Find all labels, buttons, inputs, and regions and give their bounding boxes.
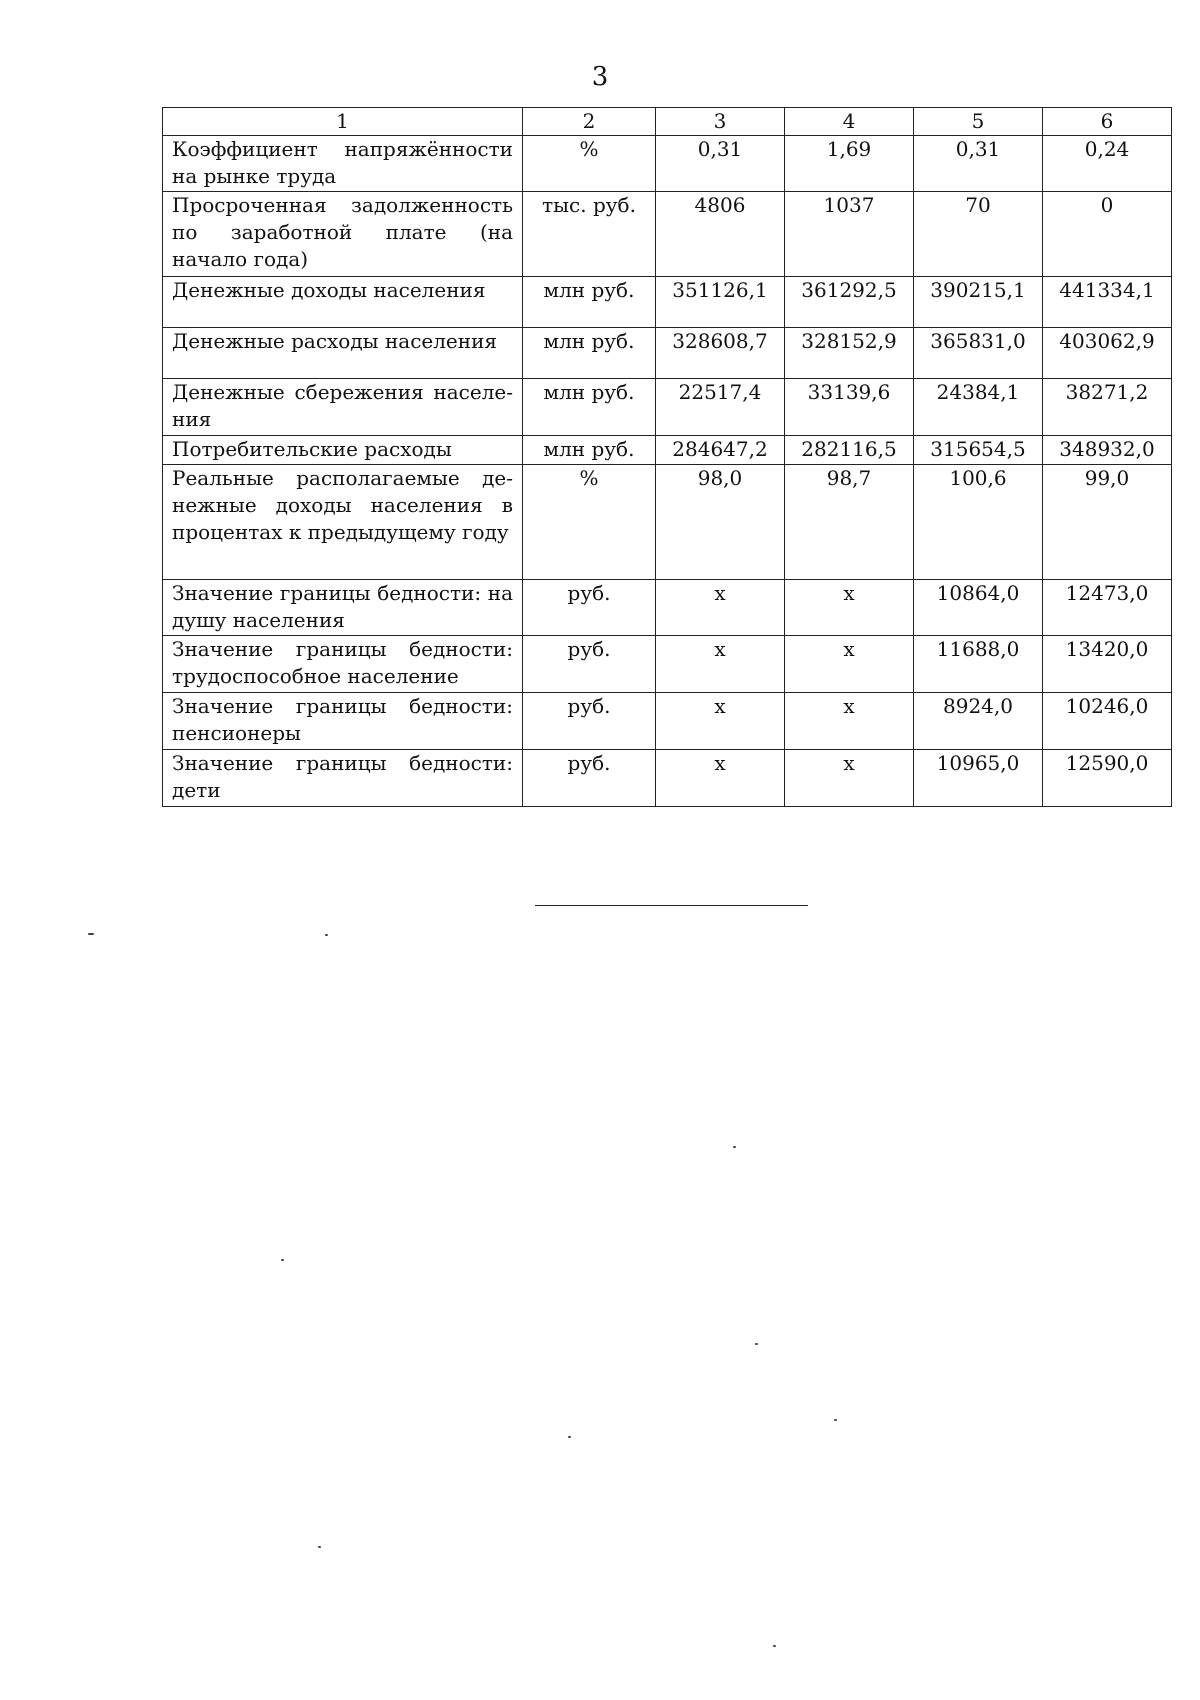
cell-value: 22517,4 [656, 379, 785, 436]
cell-value: 33139,6 [785, 379, 914, 436]
cell-value: 12473,0 [1043, 580, 1172, 636]
cell-value: 8924,0 [914, 693, 1043, 750]
row-label: Значение границы бедности: пенсионеры [163, 693, 523, 750]
cell-value: 13420,0 [1043, 636, 1172, 693]
cell-value: 100,6 [914, 465, 1043, 580]
cell-value: 99,0 [1043, 465, 1172, 580]
cell-value: х [656, 580, 785, 636]
scan-speck [568, 1436, 571, 1438]
row-unit: млн руб. [523, 277, 656, 328]
row-label: Коэффициент напряжённости на рынке труда [163, 136, 523, 192]
table-row [163, 436, 1172, 465]
cell-value: 361292,5 [785, 277, 914, 328]
section-divider [535, 905, 808, 906]
row-unit: руб. [523, 636, 656, 693]
row-unit: млн руб. [523, 328, 656, 379]
cell-value: 0,24 [1043, 136, 1172, 192]
row-label: Денежные доходы населения [163, 277, 523, 328]
cell-value: 0,31 [914, 136, 1043, 192]
table-row [163, 192, 1172, 277]
cell-value: 284647,2 [656, 436, 785, 465]
table-row [163, 465, 1172, 580]
column-header: 1 [163, 108, 523, 136]
cell-value: 365831,0 [914, 328, 1043, 379]
cell-value: 38271,2 [1043, 379, 1172, 436]
row-unit: % [523, 136, 656, 192]
scan-speck [318, 1546, 321, 1548]
row-unit: тыс. руб. [523, 192, 656, 277]
row-unit: % [523, 465, 656, 580]
cell-value: 390215,1 [914, 277, 1043, 328]
table-row [163, 636, 1172, 693]
column-header: 3 [656, 108, 785, 136]
column-header: 6 [1043, 108, 1172, 136]
cell-value: 403062,9 [1043, 328, 1172, 379]
row-label: Денежные расходы населения [163, 328, 523, 379]
table-row [163, 750, 1172, 807]
cell-value: 441334,1 [1043, 277, 1172, 328]
column-header: 4 [785, 108, 914, 136]
cell-value: 10864,0 [914, 580, 1043, 636]
table-row [163, 328, 1172, 379]
cell-value: 4806 [656, 192, 785, 277]
row-label: Просроченная задолженность по заработной плате (на начало года) [163, 192, 523, 277]
cell-value: х [785, 750, 914, 807]
row-unit: млн руб. [523, 436, 656, 465]
cell-value: 0,31 [656, 136, 785, 192]
cell-value: 1037 [785, 192, 914, 277]
cell-value: 348932,0 [1043, 436, 1172, 465]
page-number: 3 [591, 62, 609, 92]
row-label: Значение границы бедности: трудоспособное население [163, 636, 523, 693]
cell-value: х [656, 636, 785, 693]
row-label: Потребительские расходы [163, 436, 523, 465]
table-row [163, 136, 1172, 192]
table-row [163, 379, 1172, 436]
row-label: Денежные сбережения населе-ния [163, 379, 523, 436]
scan-speck [88, 933, 94, 935]
cell-value: х [656, 693, 785, 750]
cell-value: 0 [1043, 192, 1172, 277]
cell-value: 1,69 [785, 136, 914, 192]
column-header: 2 [523, 108, 656, 136]
cell-value: 282116,5 [785, 436, 914, 465]
row-label: Значение границы бедности: на душу населения [163, 580, 523, 636]
row-unit: руб. [523, 580, 656, 636]
column-header: 5 [914, 108, 1043, 136]
scan-speck [755, 1343, 758, 1345]
cell-value: 315654,5 [914, 436, 1043, 465]
cell-value: 10246,0 [1043, 693, 1172, 750]
scan-speck [834, 1419, 837, 1421]
cell-value: 328608,7 [656, 328, 785, 379]
cell-value: 98,7 [785, 465, 914, 580]
table-header-row [163, 108, 1172, 136]
cell-value: х [785, 693, 914, 750]
table-row [163, 580, 1172, 636]
cell-value: 328152,9 [785, 328, 914, 379]
cell-value: 24384,1 [914, 379, 1043, 436]
table-row [163, 277, 1172, 328]
cell-value: 70 [914, 192, 1043, 277]
scan-speck [281, 1259, 284, 1261]
cell-value: х [785, 580, 914, 636]
cell-value: 351126,1 [656, 277, 785, 328]
row-unit: руб. [523, 750, 656, 807]
cell-value: 10965,0 [914, 750, 1043, 807]
scan-speck [733, 1146, 736, 1148]
cell-value: х [656, 750, 785, 807]
cell-value: х [785, 636, 914, 693]
cell-value: 12590,0 [1043, 750, 1172, 807]
row-label: Значение границы бедности: дети [163, 750, 523, 807]
cell-value: 11688,0 [914, 636, 1043, 693]
cell-value: 98,0 [656, 465, 785, 580]
row-label: Реальные располагаемые де-нежные доходы населения в процентах к предыдущему году [163, 465, 523, 580]
row-unit: руб. [523, 693, 656, 750]
row-unit: млн руб. [523, 379, 656, 436]
indicators-table [162, 107, 1172, 807]
table-row [163, 693, 1172, 750]
scan-speck [325, 934, 328, 936]
scan-speck [773, 1645, 776, 1647]
